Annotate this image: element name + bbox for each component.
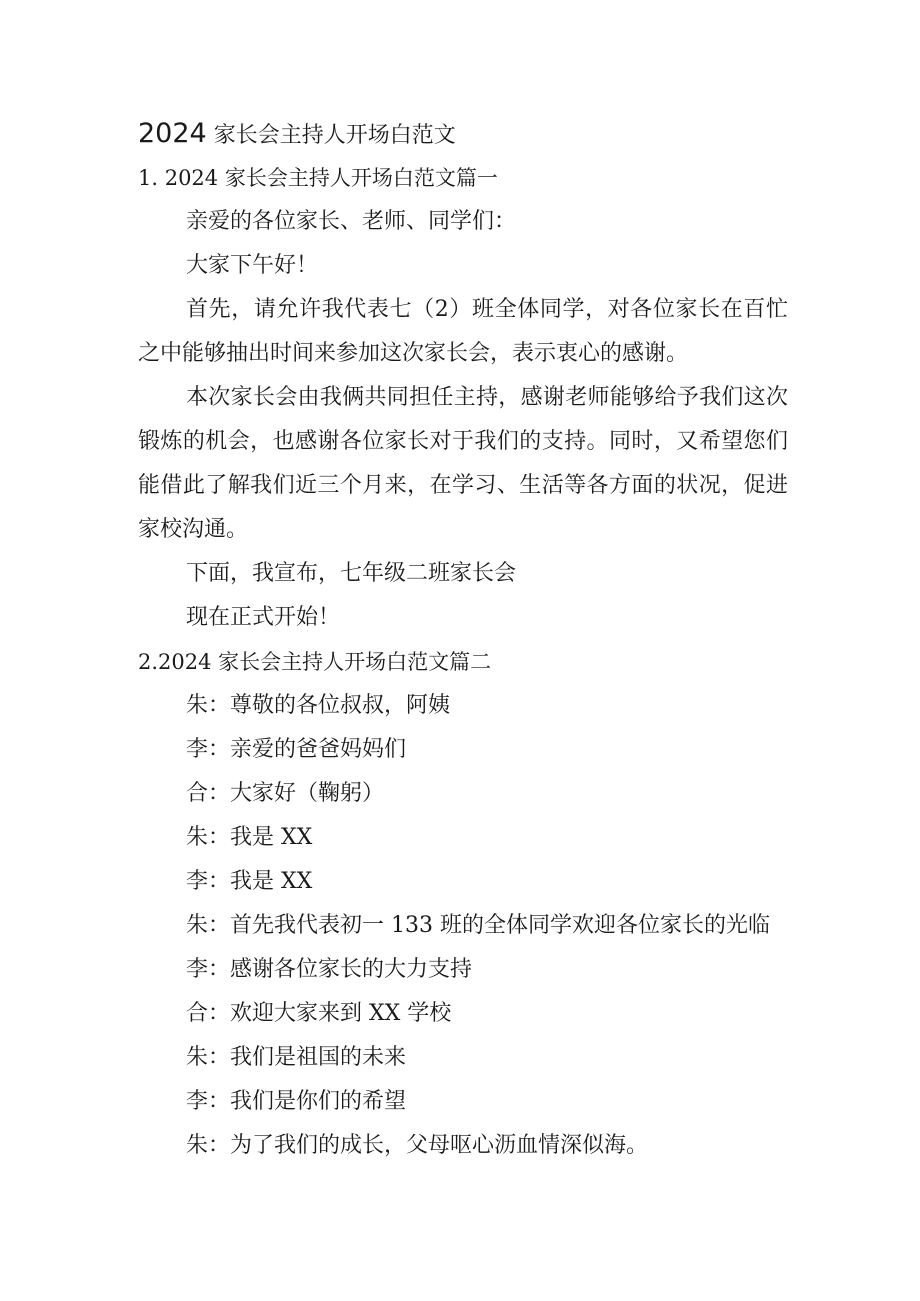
dialogue-line: 朱：为了我们的成长，父母呕心沥血情深似海。: [186, 1133, 649, 1158]
document-title: [138, 112, 788, 156]
hello-line: 大家下午好！: [186, 253, 319, 278]
section-2-heading: 2.2024 家长会主持人开场白范文篇二: [138, 650, 492, 674]
title-text: 家长会主持人开场白范文: [213, 123, 456, 148]
title-year: 2024: [138, 118, 207, 149]
paragraph-hosts: 本次家长会由我俩共同担任主持，感谢老师能够给予我们这次锻炼的机会，也感谢各位家长对于我们的支持。同时，又希望您们能借此了解我们近三个月来，在学习、生活等各方面的状况，促进家校沟通。: [138, 385, 788, 542]
start-line: 现在正式开始！: [186, 605, 341, 630]
dialogue-line: 李：我是 XX: [186, 869, 313, 894]
dialogue-line: 朱：我是 XX: [186, 825, 313, 850]
dialogue-line: 李：我们是你们的希望: [186, 1089, 407, 1114]
dialogue-line: 朱：我们是祖国的未来: [186, 1045, 407, 1070]
announce-line: 下面，我宣布，七年级二班家长会: [186, 561, 517, 586]
section-1-heading: 1. 2024 家长会主持人开场白范文篇一: [138, 166, 498, 190]
document-page: [138, 112, 788, 1168]
dialogue-line: 李：亲爱的爸爸妈妈们: [186, 737, 407, 762]
greeting: 亲爱的各位家长、老师、同学们：: [186, 209, 517, 234]
dialogue-line: 朱：首先我代表初一 133 班的全体同学欢迎各位家长的光临: [186, 913, 770, 938]
paragraph-thanks: 首先，请允许我代表七（2）班全体同学，对各位家长在百忙之中能够抽出时间来参加这次家长会，表示衷心的感谢。: [138, 297, 788, 366]
dialogue-line: 李：感谢各位家长的大力支持: [186, 957, 473, 982]
dialogue-line: 合：大家好（鞠躬）: [186, 781, 385, 806]
dialogue-line: 朱：尊敬的各位叔叔，阿姨: [186, 693, 451, 718]
dialogue-line: 合：欢迎大家来到 XX 学校: [186, 1001, 452, 1026]
